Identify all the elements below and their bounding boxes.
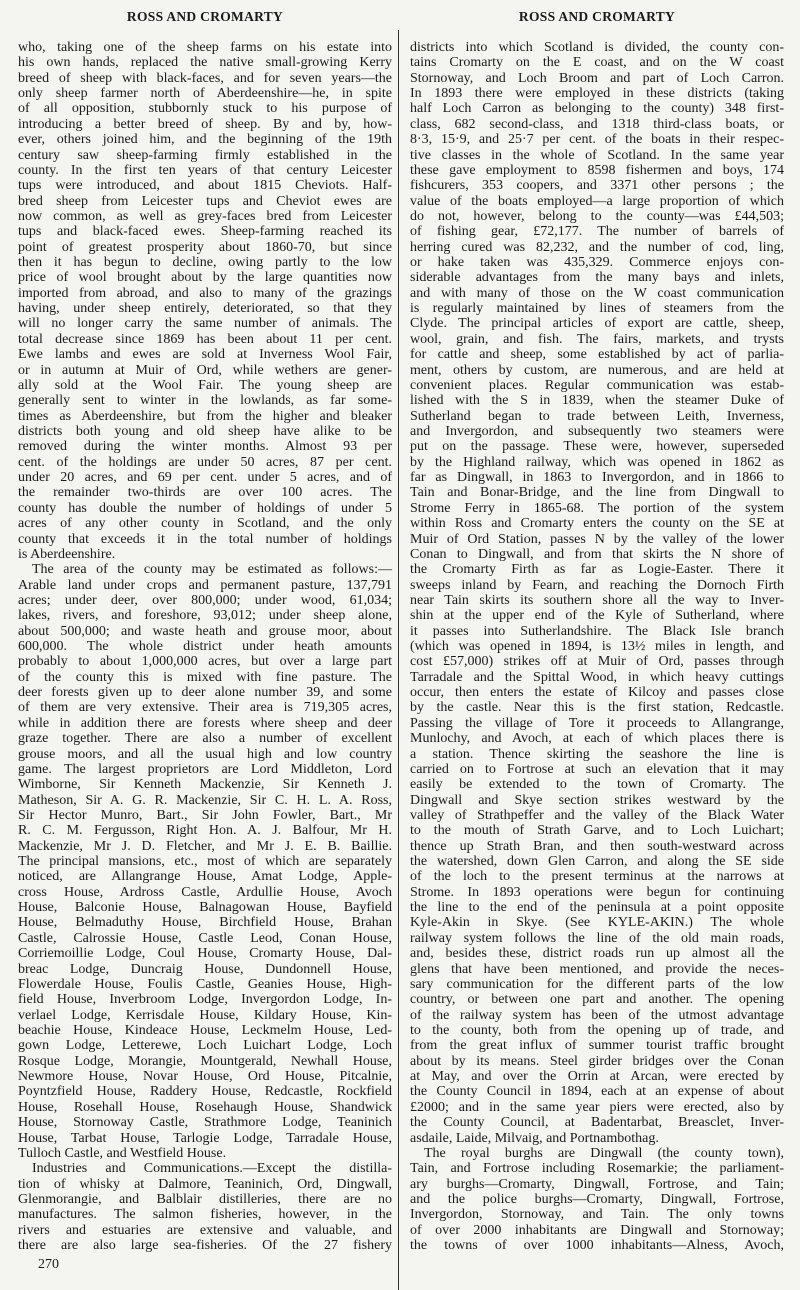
text-line: near Tain skirts its southern shore all the way to Inver-	[410, 592, 784, 608]
text-line: while in addition there are forests where sheep and deer	[18, 715, 392, 731]
text-line: it passes into Sutherlandshire. The Black Isle branch	[410, 623, 784, 639]
text-line: £2000; and in the same year piers were erected, also by	[410, 1099, 784, 1115]
text-line: R. C. M. Fergusson, Right Hon. A. J. Balfour, Mr H.	[18, 823, 392, 839]
text-line: Clyde. The principal articles of export are cattle, sheep,	[410, 316, 784, 332]
text-line: to the mouth of Strath Garve, and to Loch Luichart;	[410, 823, 784, 839]
text-line: the County Council in 1894, each at an expense of about	[410, 1084, 784, 1100]
text-line: county. In the first ten years of that century Leicester	[18, 162, 392, 178]
text-line: a station. Thence skirting the seashore the line is	[410, 746, 784, 762]
text-line: Rosque Lodge, Morangie, Mountgerald, Newhall House,	[18, 1053, 392, 1069]
text-line: verlael Lodge, Kerrisdale House, Kildary House, Kin-	[18, 1007, 392, 1023]
text-line: Sutherland began to trade between Leith, Inverness,	[410, 408, 784, 424]
text-line: Tulloch Castle, and Westfield House.	[18, 1145, 227, 1161]
column-divider	[398, 30, 399, 1290]
text-line: from the great influx of summer tourist traffic brought	[410, 1038, 784, 1054]
text-line: acres; under deer, over 800,000; under wood, 61,034;	[18, 592, 392, 608]
text-line: tups and black-faced ewes. Sheep-farming reached its	[18, 224, 392, 240]
text-line: Strome. In 1893 operations were begun for continuing	[410, 884, 784, 900]
text-line: The principal mansions, etc., most of which are separately	[18, 854, 392, 870]
text-line: county has double the number of holdings of under 5	[18, 500, 392, 516]
text-line: the remainder two-thirds are over 100 acres. The	[18, 485, 392, 501]
text-line: and with many of those on the W coast communication	[410, 285, 784, 301]
text-line: tups were introduced, and about 1815 Cheviots. Half-	[18, 178, 392, 194]
text-line: about by its means. Steel girder bridges over the Conan	[410, 1053, 784, 1069]
text-line: grouse moors, and all the usual high and low country	[18, 746, 392, 762]
text-line: The area of the county may be estimated as follows:—	[32, 562, 392, 578]
text-line: lakes, rivers, and foreshore, 93,012; under sheep alone,	[18, 608, 392, 624]
text-line: bred sheep from Leicester tups and Cheviot ewes are	[18, 193, 392, 209]
text-line: Muir of Ord Station, passes N by the valley of the lower	[410, 531, 784, 547]
text-line: the line to the end of the peninsula at a point opposite	[410, 900, 784, 916]
paragraph	[410, 1146, 784, 1254]
text-line: is regularly maintained by lines of steamers from the	[410, 301, 784, 317]
right-column	[410, 40, 784, 1253]
text-line: of fishing gear, £72,177. The number of barrels of	[410, 224, 784, 240]
text-line: siderable advantages from the many bays and inlets,	[410, 270, 784, 286]
text-line: 8·3, 15·9, and 25·7 per cent. of the boats in their respec-	[410, 132, 784, 148]
text-line: lished with the S in 1839, when the steamer Duke of	[410, 393, 784, 409]
text-line: occur, then enters the estate of Kilcoy and passes close	[410, 685, 784, 701]
text-line: by the Highland railway, which was opened in 1862 as	[410, 454, 784, 470]
text-line: for cattle and sheep, some established by act of parlia-	[410, 347, 784, 363]
text-line: and the police burghs—Cromarty, Dingwall, Fortrose,	[410, 1191, 784, 1207]
text-line: Tain and Bonar-Bridge, and the line from Dingwall to	[410, 485, 784, 501]
running-header-right: ROSS AND CROMARTY	[518, 9, 676, 24]
text-line: Strome Ferry in 1865-68. The portion of the system	[410, 500, 784, 516]
text-line: these gave employment to 8598 fishermen and boys, 174	[410, 162, 784, 178]
text-line: of them are very extensive. Their area is 719,305 acres,	[18, 700, 392, 716]
text-line: of all opposition, stubbornly stuck to his purpose of	[18, 101, 392, 117]
text-line: and, besides these, district roads run up almost all the	[410, 946, 784, 962]
text-line: introducing a better breed of sheep. By and by, how-	[18, 116, 392, 132]
text-line: Matheson, Sir A. G. R. Mackenzie, Sir C. H. L. A. Ross,	[18, 792, 392, 808]
text-line: Conan to Dingwall, and from that skirts the N shore of	[410, 546, 784, 562]
running-header-left: ROSS AND CROMARTY	[126, 9, 284, 24]
text-line: there are also large sea-fisheries. Of the 27 fishery	[18, 1238, 392, 1254]
paragraph	[18, 40, 392, 562]
text-line: Poyntzfield House, Raddery House, Redcastle, Rockfield	[18, 1084, 392, 1100]
paragraph	[18, 1161, 392, 1253]
text-line: tains Cromarty on the E coast, and on the W coast	[410, 55, 784, 71]
text-line: ally sold at the Wool Fair. The young sheep are	[18, 377, 392, 393]
text-line: Invergordon, Stornoway, and Tain. The only towns	[410, 1207, 784, 1223]
text-line: Mackenzie, Mr J. D. Fletcher, and Mr J. E. B. Baillie.	[18, 838, 392, 854]
text-line: House, Balconie House, Balnagowan House, Bayfield	[18, 900, 392, 916]
text-line: acres of any other county in Scotland, and the only	[18, 516, 392, 532]
text-line: of the railway system has been of the utmost advantage	[410, 1007, 784, 1023]
text-line: the County Council, at Badentarbat, Breasclet, Inver-	[410, 1115, 784, 1131]
text-line: about 500,000; and waste heath and grouse moor, about	[18, 623, 392, 639]
text-line: easily be extended to the town of Cromarty. The	[410, 777, 784, 793]
text-line: Flowerdale House, Foulis Castle, Geanies House, High-	[18, 976, 392, 992]
text-line: The royal burghs are Dingwall (the county town),	[424, 1145, 784, 1161]
text-line: cross House, Ardross Castle, Ardullie House, Avoch	[18, 884, 392, 900]
text-line: tion of whisky at Dalmore, Teaninich, Ord, Dingwall,	[18, 1176, 392, 1192]
text-line: having, under sheep entirely, deteriorated, so that they	[18, 301, 392, 317]
text-line: at May, and over the Orrin at Arcan, were erected by	[410, 1069, 784, 1085]
page-number: 270	[38, 1257, 59, 1272]
text-line: is Aberdeenshire.	[18, 546, 116, 562]
text-line: carried on to Fortrose at such an elevation that it may	[410, 761, 784, 777]
text-line: put on the passage. These were, however, superseded	[410, 439, 784, 455]
text-line: point of greatest prosperity about 1860-70, but since	[18, 239, 392, 255]
text-line: herring cured was 82,232, and the number of cod, ling,	[410, 239, 784, 255]
text-line: ary burghs—Cromarty, Dingwall, Fortrose, and Tain;	[410, 1176, 784, 1192]
text-line: the watershed, down Glen Carron, and along the SE side	[410, 854, 784, 870]
text-line: cent. of the holdings are under 50 acres, 87 per cent.	[18, 454, 392, 470]
text-line: (which was opened in 1894, is 13½ miles in length, and	[410, 639, 784, 655]
text-line: total decrease since 1869 has been about 11 per cent.	[18, 331, 392, 347]
text-line: Glenmorangie, and Balblair distilleries, there are no	[18, 1191, 392, 1207]
text-line: cost £57,000) strikes off at Muir of Ord, passes through	[410, 654, 784, 670]
text-line: now common, as well as grey-faces bred from Leicester	[18, 208, 392, 224]
text-line: valley of Strathpeffer and the valley of the Black Water	[410, 807, 784, 823]
text-line: graze together. There are also a number of excellent	[18, 731, 392, 747]
text-line: House, Rosehall House, Rosehaugh House, Shandwick	[18, 1099, 392, 1115]
text-line: only sheep farmer north of Aberdeenshire—he, in spite	[18, 86, 392, 102]
text-line: In 1893 there were employed in these districts (taking	[410, 86, 784, 102]
text-line: fishcurers, 353 coopers, and 3371 other persons ; the	[410, 178, 784, 194]
text-line: Kyle-Akin in Skye. (See KYLE-AKIN.) The whole	[410, 915, 784, 931]
text-line: shin at the upper end of the Kyle of Sutherland, where	[410, 608, 784, 624]
text-line: who, taking one of the sheep farms on his estate into	[18, 40, 392, 55]
text-line: breac Lodge, Duncraig House, Dundonnell House,	[18, 961, 392, 977]
text-line: Munlochy, and Avoch, at each of which places there is	[410, 731, 784, 747]
text-line: sweeps inland by Fearn, and reaching the Dornoch Firth	[410, 577, 784, 593]
text-line: do not, however, belong to the county—was £44,503;	[410, 208, 784, 224]
text-line: Newmore House, Novar House, Ord House, Pitcalnie,	[18, 1069, 392, 1085]
text-line: and Invergordon, and subsequently two steamers were	[410, 423, 784, 439]
text-line: Sir Hector Munro, Bart., Sir John Fowler, Bart., Mr	[18, 807, 392, 823]
text-line: removed during the winter months. Almost 93 per	[18, 439, 392, 455]
text-line: then it has begun to decline, owing partly to the low	[18, 255, 392, 271]
text-line: Ewe lambs and ewes are sold at Inverness Wool Fair,	[18, 347, 392, 363]
text-line: county that exceeds it in the total number of holdings	[18, 531, 392, 547]
text-line: imported from abroad, and also to many of the grazings	[18, 285, 392, 301]
text-line: House, Stornoway Castle, Strathmore Lodge, Teaninich	[18, 1115, 392, 1131]
text-line: his own hands, replaced the native small-growing Kerry	[18, 55, 392, 71]
text-line: generally sent to winter in the lowlands, as far some-	[18, 393, 392, 409]
paragraph	[410, 40, 784, 1146]
text-line: thence up Strath Bran, and then south-westward across	[410, 838, 784, 854]
text-line: probably to about 1,000,000 acres, but over a large part	[18, 654, 392, 670]
text-line: by the castle. Near this is the first station, Redcastle.	[410, 700, 784, 716]
text-line: beachie House, Kindeace House, Leckmelm House, Led-	[18, 1023, 392, 1038]
text-line: ment, others by custom, are numerous, and are held at	[410, 362, 784, 378]
text-line: half Loch Carron as belonging to the county) 348 first-	[410, 101, 784, 117]
text-line: times as Aberdeenshire, but from the higher and bleaker	[18, 408, 392, 424]
text-line: districts into which Scotland is divided, the county con-	[410, 40, 784, 55]
paragraph	[18, 562, 392, 1161]
text-line: asdaile, Laide, Milvaig, and Portnambothag.	[410, 1130, 659, 1146]
text-line: 600,000. The whole district under heath amounts	[18, 639, 392, 655]
text-line: ever, others joined him, and the beginning of the 19th	[18, 132, 392, 148]
text-line: field House, Inverbroom Lodge, Invergordon Lodge, In-	[18, 992, 392, 1008]
text-line: Dingwall and Skye section strikes westward by the	[410, 792, 784, 808]
text-line: Stornoway, and Loch Broom and part of Loch Carron.	[410, 70, 784, 86]
text-line: country, or between one part and another. The opening	[410, 992, 784, 1008]
text-line: Corriemoillie Lodge, Coul House, Cromarty House, Dal-	[18, 946, 392, 962]
text-line: class, 682 second-class, and 1318 third-class boats, or	[410, 116, 784, 132]
text-line: Tarradale and the Spittal Wood, in which heavy cuttings	[410, 669, 784, 685]
text-line: House, Tarbat House, Tarlogie Lodge, Tarradale House,	[18, 1130, 392, 1146]
text-line: noticed, are Allangrange House, Amat Lodge, Apple-	[18, 869, 392, 885]
text-line: wool, grain, and fish. The fairs, markets, and trysts	[410, 331, 784, 347]
text-line: Industries and Communications.—Except the distilla-	[32, 1161, 392, 1177]
text-line: House, Belmaduthy House, Birchfield House, Brahan	[18, 915, 392, 931]
text-line: Passing the village of Tore it proceeds to Allangrange,	[410, 715, 784, 731]
text-line: price of wool brought about by the large quantities now	[18, 270, 392, 286]
text-line: Wimborne, Sir Kenneth Mackenzie, Sir Kenneth J.	[18, 777, 392, 793]
text-line: gown Lodge, Letterewe, Loch Luichart Lodge, Loch	[18, 1038, 392, 1054]
text-line: game. The largest proprietors are Lord Middleton, Lord	[18, 761, 392, 777]
text-line: manufactures. The salmon fisheries, however, in the	[18, 1207, 392, 1223]
text-line: glens that have been mentioned, and provide the neces-	[410, 961, 784, 977]
text-line: Arable land under crops and permanent pasture, 137,791	[18, 577, 392, 593]
text-line: or hake taken was 435,329. Commerce enjoys con-	[410, 255, 784, 271]
text-line: tive classes in the whole of Scotland. In the same year	[410, 147, 784, 163]
text-line: to the county, both from the opening up of trade, and	[410, 1023, 784, 1038]
text-line: of the county this is mixed with fine pasture. The	[18, 669, 392, 685]
text-line: century saw sheep-farming firmly established in the	[18, 147, 392, 163]
text-line: of over 2000 inhabitants are Dingwall and Stornoway;	[410, 1222, 784, 1238]
text-line: sary communication for the different parts of the low	[410, 976, 784, 992]
text-line: far as Dingwall, in 1863 to Invergordon, and in 1866 to	[410, 470, 784, 486]
text-line: or in autumn at Muir of Ord, while wethers are gener-	[18, 362, 392, 378]
text-line: the towns of over 1000 inhabitants—Alness, Avoch,	[410, 1238, 784, 1254]
text-line: deer forests given up to deer alone number 39, and some	[18, 685, 392, 701]
text-line: breed of sheep with black-faces, and for seven years—the	[18, 70, 392, 86]
text-line: districts both young and old sheep have alike to be	[18, 423, 392, 439]
left-column	[18, 40, 392, 1253]
text-line: under 20 acres, and 69 per cent. under 5 acres, and of	[18, 470, 392, 486]
text-line: railway system follows the line of the old main roads,	[410, 930, 784, 946]
text-line: the Cromarty Firth as far as Logie-Easter. There it	[410, 562, 784, 578]
text-line: will no longer carry the same number of animals. The	[18, 316, 392, 332]
text-line: within Ross and Cromarty enters the county on the SE at	[410, 516, 784, 532]
text-line: Castle, Calrossie House, Castle Leod, Conan House,	[18, 930, 392, 946]
text-line: Tain, and Fortrose including Rosemarkie; the parliament-	[410, 1161, 784, 1177]
text-line: rivers and estuaries are extensive and valuable, and	[18, 1222, 392, 1238]
text-line: convenient places. Regular communication was estab-	[410, 377, 784, 393]
text-line: of the loch to the present terminus at the narrows at	[410, 869, 784, 885]
text-line: value of the boats employed—a large proportion of which	[410, 193, 784, 209]
